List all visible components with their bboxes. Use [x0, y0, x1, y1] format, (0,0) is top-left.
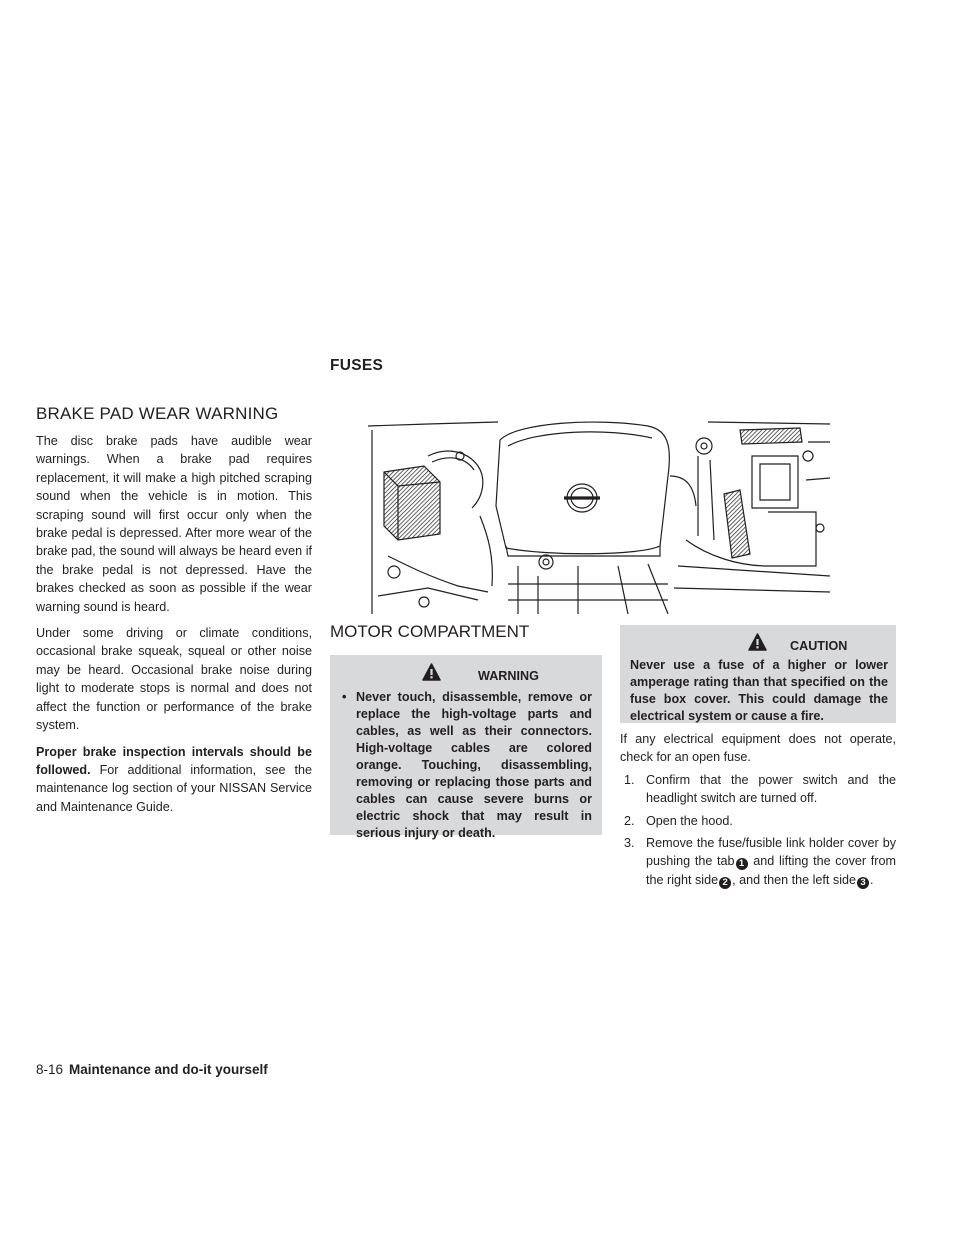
fuse-intro: If any electrical equipment does not operate, check for an open fuse.: [620, 732, 896, 765]
step-3-text-b: and lifting the cover from the right side: [646, 854, 896, 887]
warning-item: [342, 689, 592, 842]
brake-para-3: [36, 743, 312, 817]
brake-para-1: The disc brake pads have audible wear warnings. When a brake pad requires replacement, it will make a high pitched scraping sound when the vehicle is in motion. This scraping sound will first occur only when the brake pedal is depressed. After more wear of the brake pad, the sound will always be heard even if the brake pedal is not depressed. Have the brakes checked as soon as possible if the wear warning sound is heard.: [36, 434, 312, 614]
brake-para-3-rest: For additional information, see the maintenance log section of your NISSAN Service and Maintenance Guide.: [36, 762, 312, 814]
brake-para-3-bold: Proper brake inspection intervals should be followed.: [36, 744, 312, 777]
page-footer: [36, 1062, 268, 1077]
step-1-num: 1.: [624, 772, 635, 787]
warning-box: [330, 655, 602, 840]
brake-pad-section: [36, 404, 312, 824]
warning-triangle-icon: [422, 663, 441, 681]
step-2: [624, 812, 896, 830]
caution-triangle-icon: [748, 633, 767, 651]
warning-header: [330, 655, 602, 689]
step-3-text-a: Remove the fuse/fusible link holder cover by pushing the tab: [646, 836, 896, 869]
warning-text: Never touch, disassemble, remove or replace the high-voltage parts and cables, as well as their connectors. High-voltage cables are colored orange. Touching, disassembling, removing or replacing those parts and cables can cause severe burns or electric shock that may result in serious injury or death.: [356, 690, 592, 840]
caution-text: Never use a fuse of a higher or lower amperage rating than that specified on the fuse box cover. This could damage the electrical system or cause a fire.: [630, 658, 888, 723]
callout-1-icon: 1: [736, 858, 748, 870]
step-3-text-d: .: [870, 872, 874, 887]
fuses-heading: FUSES: [330, 357, 384, 374]
brake-para-2: Under some driving or climate conditions, occasional brake squeak, squeal or other noise may be heard. Occasional brake noise during light to moderate stops is normal and does not affect the function or performance of the brake system.: [36, 626, 312, 733]
warning-bullet: •: [342, 690, 347, 704]
fuse-procedure: [620, 730, 896, 889]
step-3-num: 3.: [624, 836, 635, 851]
step-2-num: 2.: [624, 813, 635, 828]
brake-pad-title: BRAKE PAD WEAR WARNING: [36, 404, 279, 423]
caution-label: CAUTION: [790, 639, 848, 653]
step-3-text-c: , and then the left side: [732, 872, 857, 887]
callout-2-icon: 2: [719, 877, 731, 889]
warning-label: WARNING: [478, 669, 539, 683]
caution-box: [620, 625, 896, 723]
engine-compartment-illustration: [368, 416, 830, 614]
section-name: Maintenance and do-it yourself: [69, 1062, 268, 1077]
step-3: [624, 834, 896, 889]
step-1: [624, 771, 896, 808]
motor-compartment-title: MOTOR COMPARTMENT: [330, 622, 530, 641]
step-2-text: Open the hood.: [646, 813, 733, 828]
step-1-text: Confirm that the power switch and the headlight switch are turned off.: [646, 772, 896, 806]
callout-3-icon: 3: [857, 877, 869, 889]
page-number: 8-16: [36, 1062, 64, 1077]
caution-header: [620, 625, 896, 659]
